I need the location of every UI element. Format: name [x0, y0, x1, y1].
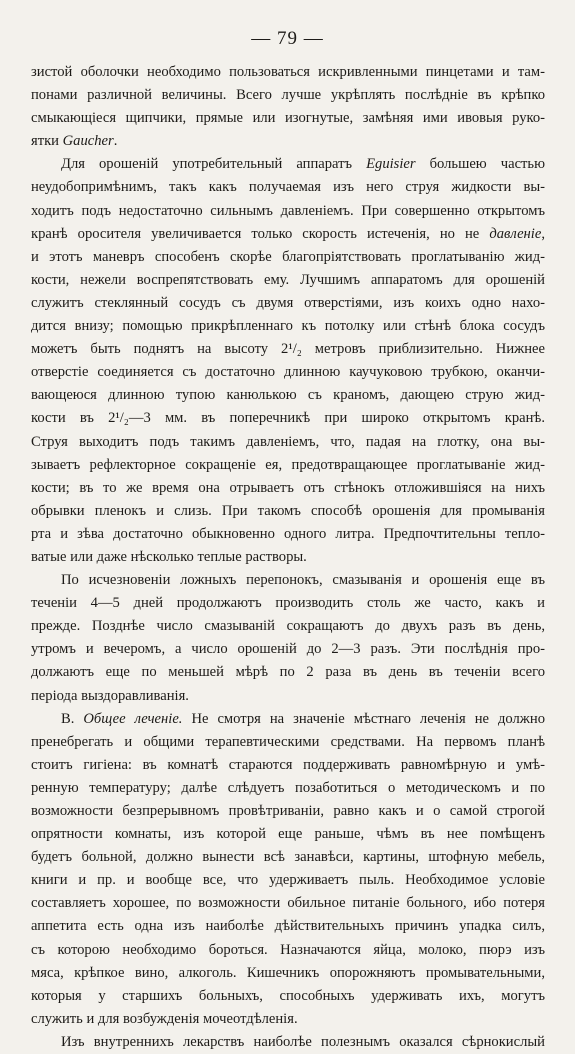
text-line: пренебрегать и общими терапевтическими средствами. На первомъ планѣ	[31, 733, 545, 750]
text-line	[31, 130, 545, 153]
italic-term: Eguisier	[366, 156, 416, 173]
text-line: вающеюся длинною тупою канюлькою съ краномъ, дающею струю жид-	[31, 387, 545, 404]
text-line: утромъ и вечеромъ, а число орошенiй до 2—3 разъ. Эти послѣднiя про-	[31, 641, 545, 658]
text-line: составляетъ хорошее, по возможности обильное питанiе больного, ибо потеря	[31, 895, 545, 912]
text-line: Струя выходитъ подъ такимъ давленiемъ, что, падая на глотку, она вы-	[31, 433, 545, 450]
text-line: кости; въ то же время она отрываетъ отъ стѣнокъ отложившiяся на нихъ	[31, 479, 545, 496]
text-segment: кранѣ оросителя увеличивается только скорость истеченiя, но не	[31, 225, 490, 242]
text-line: стоитъ гигiена: въ комнатѣ стараются поддерживать равномѣрную и умѣ-	[31, 756, 545, 773]
text-line: служитъ стеклянный сосудъ съ двумя отверстiями, изъ коихъ одно нахо-	[31, 294, 545, 311]
text-line: ренную температуру; далѣе слѣдуетъ позаботиться о методическомъ и по	[31, 779, 545, 796]
text-segment: В.	[61, 710, 84, 727]
text-line: должаютъ еще по меньшей мѣрѣ по 2 раза въ день въ теченiи всего	[31, 664, 545, 681]
text-segment: .	[113, 133, 118, 150]
text-line: зываетъ рефлекторное сокращенiе ея, предотвращающее проглатыванiе жид-	[31, 456, 545, 473]
text-line: и этотъ маневръ способенъ скорѣе благопрiятствовать проглатыванiю жид-	[31, 248, 545, 265]
text-line: съ которою необходимо бороться. Назначаются яйца, молоко, пюрэ изъ	[31, 941, 545, 958]
italic-term: Gaucher	[62, 133, 114, 150]
text-segment: ,	[541, 225, 545, 242]
text-segment: большею частью	[415, 156, 545, 173]
text-line: неудобопримѣнимъ, такъ какъ получаемая изъ него струя жидкости вы-	[31, 179, 545, 196]
text-segment: Для орошенiй употребительный аппаратъ	[61, 156, 367, 173]
page-number: — 79 —	[251, 28, 324, 49]
text-line: обрывки пленокъ и слизь. При такомъ способѣ орошенiя для промыванiя	[31, 502, 545, 519]
text-line	[31, 708, 545, 731]
text-line: перiода выздоравливанiя.	[31, 687, 189, 704]
text-line: аппетита есть одна изъ наиболѣе дѣйствительныхъ причинъ упадка силъ,	[31, 918, 545, 935]
text-line: которыя у старшихъ больныхъ, способныхъ удерживать ихъ, могутъ	[31, 987, 545, 1004]
text-line: зистой оболочки необходимо пользоваться искривленными пинцетами и там-	[31, 64, 545, 80]
text-line	[31, 223, 545, 246]
text-line: По исчезновенiи ложныхъ перепонокъ, смазыванiя и орошенiя еще въ	[61, 572, 545, 589]
text-line: смыкающiеся щипчики, прямые или изогнутые, замѣняя ими ивовыя руко-	[31, 110, 545, 127]
body-text	[31, 61, 545, 1054]
text-segment: ятки	[31, 133, 63, 150]
text-line: возможности безпрерывномъ провѣтриванiи, равно какъ и о самой строгой	[31, 803, 545, 819]
text-line: прежде. Позднѣе число смазыванiй сокращаютъ до двухъ разъ въ день,	[31, 618, 545, 635]
text-line	[31, 153, 545, 176]
text-line: опрятности комнаты, изъ которой еще раньше, чѣмъ въ нее помѣщенъ	[31, 826, 545, 843]
text-line: понами различной величины. Всего лучше укрѣплять послѣднiе въ крѣпко	[31, 87, 545, 104]
text-line: можетъ быть поднятъ на высоту 2¹/₂ метровъ приблизительно. Нижнее	[31, 341, 545, 358]
text-line: отверстiе соединяется съ достаточно длинною каучуковою трубкою, оканчи-	[31, 364, 545, 381]
text-line: кости въ 2¹/₂—3 мм. въ поперечникѣ при широко открытомъ кранѣ.	[31, 410, 545, 427]
text-line: ходитъ подъ недостаточно сильнымъ давленiемъ. При совершенно открытомъ	[31, 202, 545, 219]
text-line: кости, нежели воспрепятствовать ему. Лучшимъ аппаратомъ для орошенiй	[31, 271, 545, 288]
text-line: будетъ больной, должно вынести всѣ занавѣси, картины, штофную мебель,	[31, 849, 545, 866]
italic-term: давленiе	[489, 225, 542, 242]
text-line: мяса, крѣпкое вино, алкоголь. Кишечникъ опорожняютъ промывательными,	[31, 964, 545, 981]
text-line: дится внизу; помощью прикрѣпленнаго къ потолку или стѣнѣ блока сосудъ	[31, 318, 545, 335]
text-line: служить и для возбужденiя мочеотдѣленiя.	[31, 1010, 298, 1027]
text-line: теченiи 4—5 дней продолжаютъ производить столь же часто, какъ и	[31, 595, 545, 612]
text-line: книги и пр. и вообще все, что удерживаетъ пыль. Необходимое условiе	[31, 872, 545, 889]
italic-term: Общее леченiе.	[83, 710, 183, 727]
text-segment: Не смотря на значенiе мѣстнаго леченiя не должно	[182, 710, 545, 727]
text-line: ватые или даже нѣсколько теплые растворы.	[31, 548, 307, 565]
text-line: рта и зѣва достаточно обыкновенно одного литра. Предпочтительны тепло-	[31, 525, 545, 542]
text-line: Изъ внутреннихъ лекарствъ наиболѣе полезнымъ оказался сѣрнокислый	[61, 1033, 545, 1050]
